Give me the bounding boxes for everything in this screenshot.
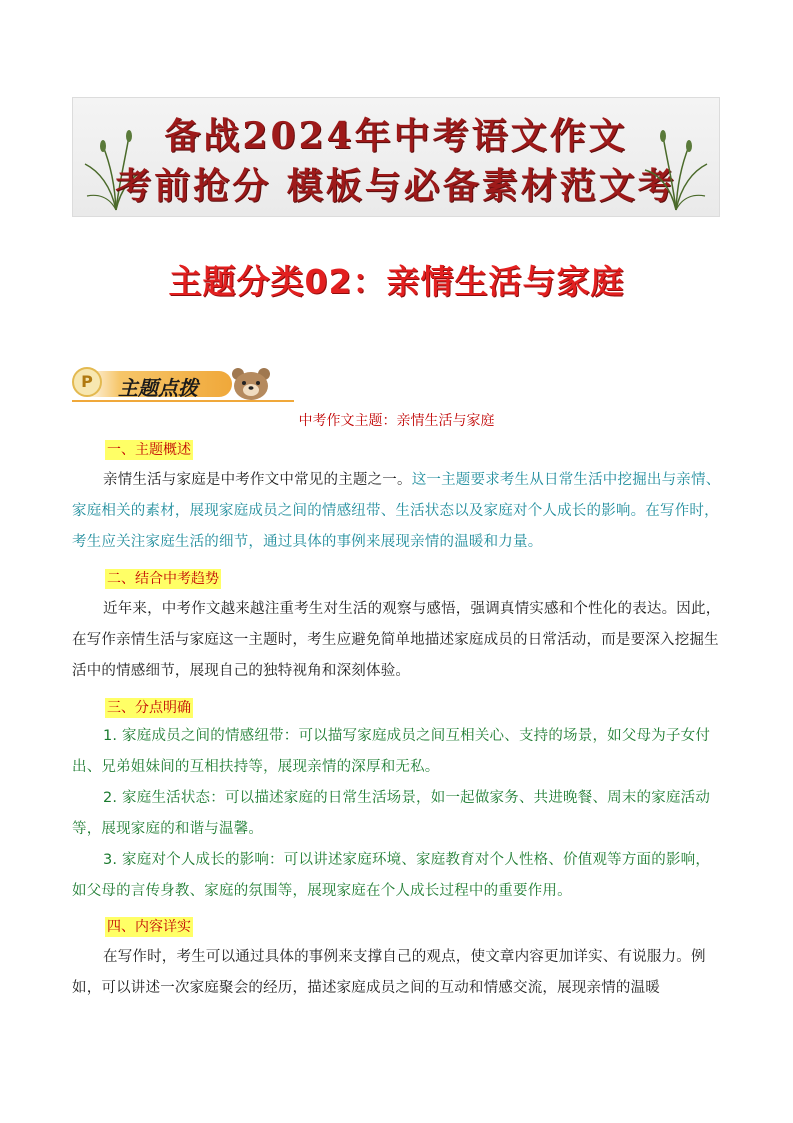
orchid-icon [641,116,711,212]
heading-content: 四、内容详实 [107,919,191,935]
banner-title-line1: 备战2024年中考语文作文 [164,115,628,157]
overview-text: 亲情生活与家庭是中考作文中常见的主题之一。 [103,472,412,488]
paragraph-trend: 近年来，中考作文越来越注重考生对生活的观察与感悟，强调真情实感和个性化的表达。因此，在写作亲情生活与家庭这一主题时，考生应避免简单地描述家庭成员的日常活动，而是要深入挖掘生活中的情感细节，展现自己的独特视角和深刻体验。 [72,601,721,679]
heading-overview: 一、主题概述 [107,442,191,458]
point-item: 1. 家庭成员之间的情感纽带：可以描写家庭成员之间互相关心、支持的场景，如父母为子女付出、兄弟姐妹间的互相扶持等，展现亲情的深厚和无私。 [72,728,711,775]
bear-icon [228,365,274,401]
heading-trend: 二、结合中考趋势 [107,571,219,587]
paragraph-overview [72,465,722,558]
point-item: 3. 家庭对个人成长的影响：可以讲述家庭环境、家庭教育对个人性格、价值观等方面的影响，如父母的言传身教、家庭的氛围等，展现家庭在个人成长过程中的重要作用。 [72,852,711,899]
point-item: 2. 家庭生活状态：可以描述家庭的日常生活场景，如一起做家务、共进晚餐、周末的家庭活动等，展现家庭的和谐与温馨。 [72,790,711,837]
paragraph-content: 在写作时，考生可以通过具体的事例来支撑自己的观点，使文章内容更加详实、有说服力。例如，可以讲述一次家庭聚会的经历，描述家庭成员之间的互动和情感交流，展现亲情的温暖 [72,949,706,996]
banner-title-line2: 考前抢分 模板与必备素材范文考 [115,165,677,207]
badge-label: 主题点拨 [118,376,198,400]
header-banner [72,97,720,217]
page-title: 主题分类02：亲情生活与家庭 [168,262,625,301]
heading-points: 三、分点明确 [107,700,191,716]
overview-text-teal: 这一主题要求考生从日常生活中挖掘出与亲情、家庭相关的素材，展现家庭成员之间的情感纽带、生活状态以及家庭对个人成长的影响。在写作时，考生应关注家庭生活的细节，通过具体的事例来展现亲情的温暖和力量。 [72,472,721,550]
section-subtitle: 中考作文主题：亲情生活与家庭 [298,413,495,429]
section-divider [72,400,294,402]
section-badge [72,365,292,401]
badge-p-icon: P [72,367,102,397]
